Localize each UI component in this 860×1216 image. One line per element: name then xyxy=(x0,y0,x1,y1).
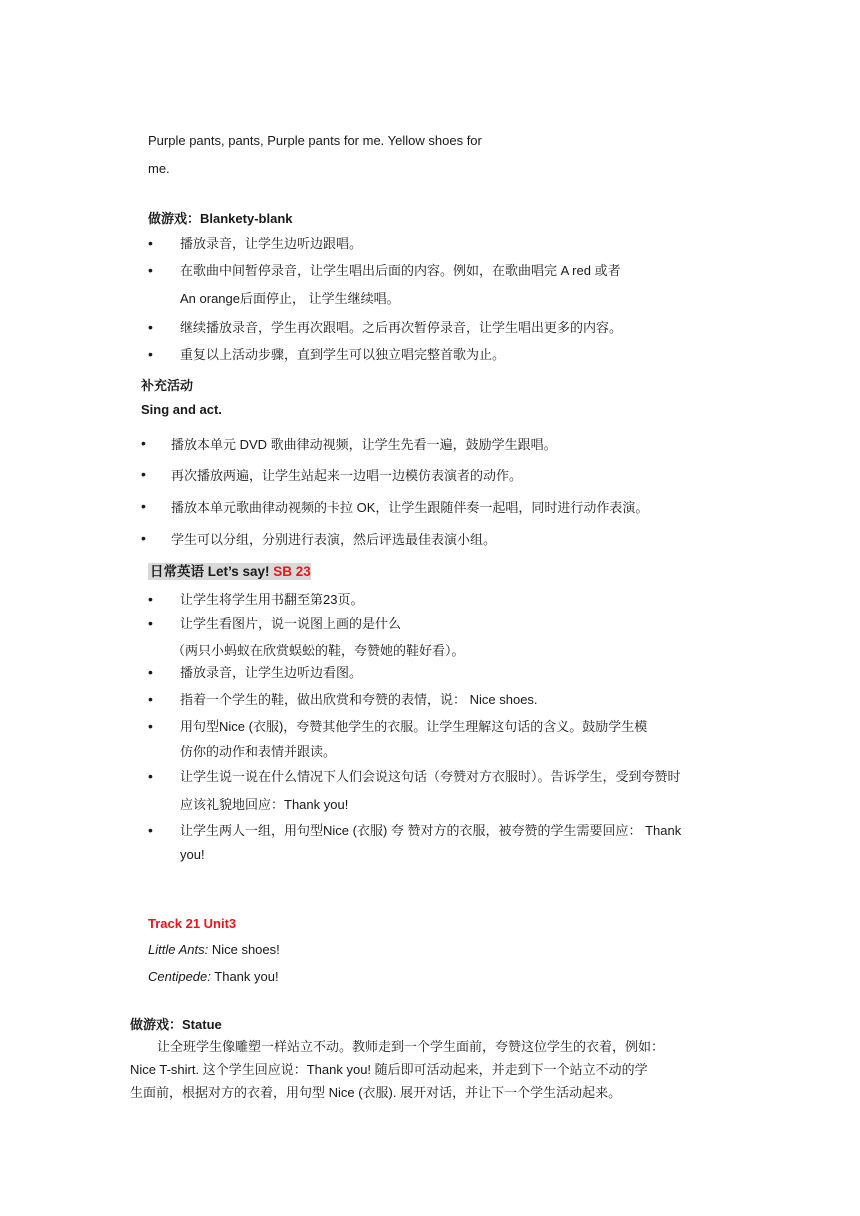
daily-heading-cn: 日常英语 xyxy=(150,564,208,579)
bullet-icon: • xyxy=(141,530,146,546)
daily-english-heading xyxy=(148,560,311,580)
bullet-icon: • xyxy=(148,691,153,707)
list-item: 播放录音，让学生边听边跟唱。 xyxy=(180,236,363,251)
track-line-little-ants xyxy=(148,942,280,957)
list-item-continuation: An orange后面停止， 让学生继续唱。 xyxy=(180,291,400,306)
speaker-text: Thank you! xyxy=(210,969,279,984)
game-heading-blankety-blank xyxy=(148,208,293,227)
statue-paragraph-line-2: Nice T-shirt. 这个学生回应说：Thank you! 随后即可活动起来，并走到下一个站立不动的学 xyxy=(130,1062,648,1077)
game-heading-statue xyxy=(130,1014,222,1033)
list-item: 播放录音，让学生边听边看图。 xyxy=(180,665,363,680)
bullet-icon: • xyxy=(148,235,153,251)
game-heading-label: 做游戏： xyxy=(130,1017,183,1032)
statue-paragraph-line-1: 让全班学生像雕塑一样站立不动。教师走到一个学生面前，夸赞这位学生的衣着，例如： xyxy=(157,1039,665,1054)
track-title: Track 21 Unit3 xyxy=(148,916,237,931)
song-line-1: Purple pants, pants, Purple pants for me. Yellow shoes for xyxy=(148,133,482,148)
bullet-icon: • xyxy=(148,591,153,607)
statue-paragraph-line-3: 生面前，根据对方的衣着，用句型 Nice (衣服). 展开对话，并让下一个学生活动起来。 xyxy=(130,1085,622,1100)
list-item-continuation: 应该礼貌地回应：Thank you! xyxy=(180,797,349,812)
daily-heading-en: Let’s say! xyxy=(207,564,274,579)
speaker-text: Nice shoes! xyxy=(208,942,280,957)
track-line-centipede xyxy=(148,969,279,984)
list-item: 再次播放两遍，让学生站起来一边唱一边模仿表演者的动作。 xyxy=(171,468,523,483)
daily-heading-ref: SB 23 xyxy=(273,564,311,579)
supplement-subheading: Sing and act. xyxy=(141,402,222,417)
game-heading-name: Statue xyxy=(182,1017,222,1032)
bullet-icon: • xyxy=(141,435,146,451)
bullet-icon: • xyxy=(148,822,153,838)
list-item: 学生可以分组，分别进行表演，然后评选最佳表演小组。 xyxy=(171,532,497,547)
list-item: 用句型Nice (衣服)，夸赞其他学生的衣服。让学生理解这句话的含义。鼓励学生模 xyxy=(180,719,648,734)
list-item: 播放本单元 DVD 歌曲律动视频，让学生先看一遍，鼓励学生跟唱。 xyxy=(171,437,557,452)
speaker-label: Centipede: xyxy=(148,969,211,984)
bullet-icon: • xyxy=(148,319,153,335)
list-item: 指着一个学生的鞋，做出欣赏和夸赞的表情，说： Nice shoes. xyxy=(180,692,538,707)
list-item: 重复以上活动步骤，直到学生可以独立唱完整首歌为止。 xyxy=(180,347,506,362)
list-item: 在歌曲中间暂停录音，让学生唱出后面的内容。例如，在歌曲唱完 A red 或者 xyxy=(180,263,621,278)
bullet-icon: • xyxy=(148,664,153,680)
list-item: 播放本单元歌曲律动视频的卡拉 OK，让学生跟随伴奏一起唱，同时进行动作表演。 xyxy=(171,500,649,515)
bullet-icon: • xyxy=(148,346,153,362)
list-item-continuation: 仿你的动作和表情并跟读。 xyxy=(180,744,337,759)
list-item: 让学生说一说在什么情况下人们会说这句话（夸赞对方衣服时）。告诉学生，受到夸赞时 xyxy=(180,769,681,784)
bullet-icon: • xyxy=(148,615,153,631)
bullet-icon: • xyxy=(148,768,153,784)
list-item-continuation: you! xyxy=(180,847,205,862)
daily-heading-highlight xyxy=(148,563,311,580)
bullet-icon: • xyxy=(141,498,146,514)
list-item-continuation: （两只小蚂蚁在欣赏蜈蚣的鞋，夸赞她的鞋好看）。 xyxy=(172,643,465,658)
song-line-2: me. xyxy=(148,161,170,176)
bullet-icon: • xyxy=(148,262,153,278)
speaker-label: Little Ants: xyxy=(148,942,209,957)
game-heading-label: 做游戏： xyxy=(148,211,201,226)
list-item: 让学生将学生用书翻至第23页。 xyxy=(180,592,364,607)
list-item: 让学生看图片，说一说图上画的是什么 xyxy=(180,616,402,631)
list-item: 让学生两人一组，用句型Nice (衣服) 夸 赞对方的衣服，被夸赞的学生需要回应： Thank xyxy=(180,823,682,838)
supplement-heading: 补充活动 xyxy=(141,378,194,393)
bullet-icon: • xyxy=(148,718,153,734)
list-item: 继续播放录音，学生再次跟唱。之后再次暂停录音，让学生唱出更多的内容。 xyxy=(180,320,623,335)
game-heading-name: Blankety-blank xyxy=(200,211,293,226)
bullet-icon: • xyxy=(141,466,146,482)
